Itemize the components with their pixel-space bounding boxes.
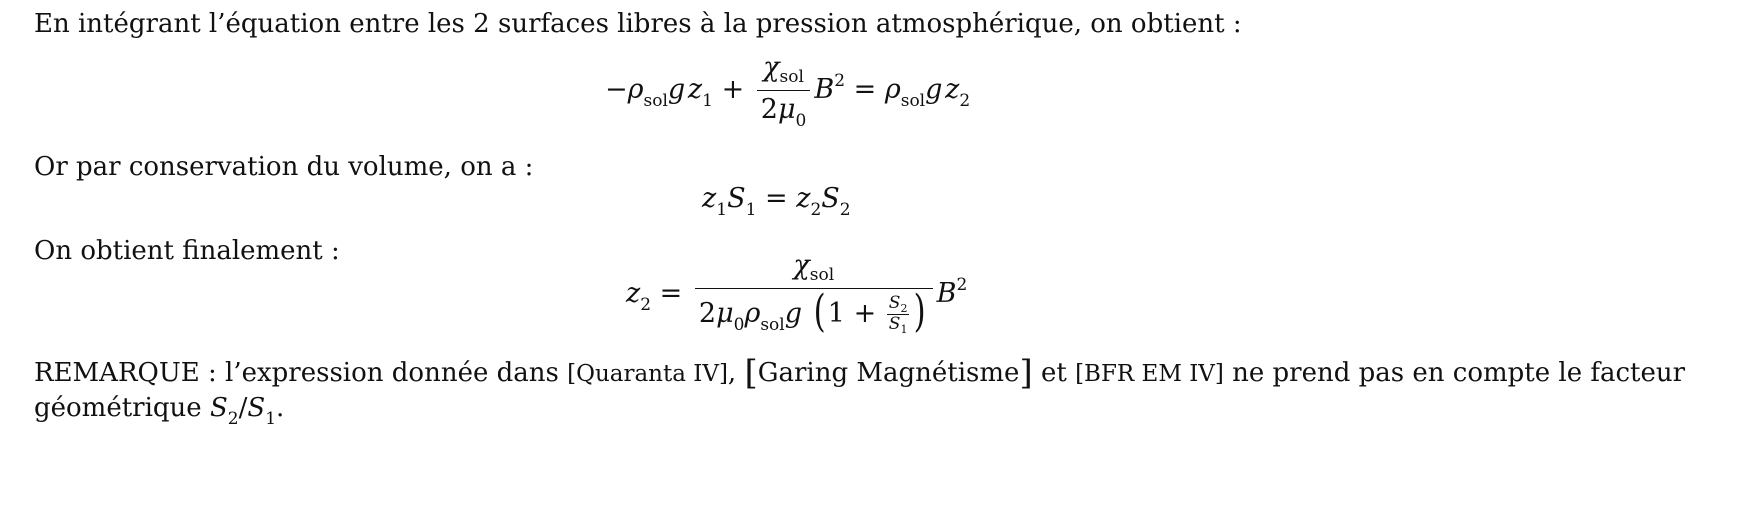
S-symbol: S (247, 393, 266, 423)
subscript-sol: sol (809, 265, 835, 285)
subscript-2: 2 (640, 295, 652, 315)
paragraph-volume: Or par conservation du volume, on a : (34, 152, 534, 182)
fraction-chi-over-2mu0 (757, 52, 811, 129)
plus-sign: + (853, 298, 877, 329)
subscript-sol: sol (900, 91, 926, 111)
subscript-2: 2 (839, 200, 851, 220)
numeral-2: 2 (760, 94, 778, 125)
fraction-S2-over-S1 (887, 294, 910, 335)
superscript-2: 2 (956, 275, 968, 295)
paragraph-intro: En intégrant l’équation entre les 2 surfaces libres à la pression atmosphérique, on obtient : (34, 9, 1242, 39)
z-symbol: z (702, 183, 717, 214)
subscript-sol: sol (760, 315, 785, 335)
subscript-2: 2 (810, 200, 822, 220)
remark-line-1 (34, 352, 1685, 392)
subscript-1: 1 (745, 200, 757, 220)
citation-garing[interactable]: [Garing Magnétisme] (744, 353, 1033, 393)
rho-symbol: ρ (884, 74, 901, 105)
equation-pressure-balance (605, 52, 970, 129)
equals-sign: = (764, 183, 788, 214)
citation-bfr[interactable]: [BFR EM IV] (1075, 361, 1224, 387)
subscript-0: 0 (795, 111, 807, 131)
remark-line-2 (34, 390, 284, 429)
period: . (276, 393, 285, 423)
gravity-symbol: g (925, 74, 943, 105)
subscript-2: 2 (959, 91, 971, 111)
subscript-1: 1 (900, 323, 908, 336)
remark-suffix: ne prend pas en compte le facteur (1223, 358, 1686, 388)
remark-prefix: REMARQUE : l’expression donnée dans (34, 358, 568, 388)
mu-symbol: μ (716, 298, 734, 329)
subscript-2: 2 (900, 302, 908, 315)
rho-symbol: ρ (627, 74, 644, 105)
gravity-symbol: g (667, 74, 686, 105)
S-symbol: S (821, 183, 840, 214)
S-symbol: S (727, 183, 746, 214)
S-symbol: S (888, 314, 901, 334)
B-symbol: B (814, 74, 835, 105)
chi-symbol: χ (763, 52, 780, 83)
chi-symbol: χ (793, 250, 810, 281)
subscript-0: 0 (733, 315, 745, 335)
S-symbol: S (209, 393, 228, 423)
remark-line2-prefix: géométrique (34, 393, 210, 423)
subscript-sol: sol (779, 67, 804, 87)
fraction-z2 (695, 250, 933, 339)
rho-symbol: ρ (744, 298, 761, 329)
superscript-2: 2 (834, 71, 846, 91)
numeral-1: 1 (827, 298, 845, 329)
citation-garing-text: Garing Magnétisme (757, 358, 1020, 388)
right-paren: ) (914, 285, 927, 337)
equation-z2-result (626, 250, 967, 339)
citation-quaranta[interactable]: [Quaranta IV] (567, 361, 728, 387)
subscript-sol: sol (643, 91, 668, 111)
z-symbol: z (796, 183, 811, 214)
mu-symbol: μ (777, 94, 796, 125)
equals-sign: = (659, 278, 683, 309)
minus-sign: − (605, 74, 628, 105)
plus-sign: + (721, 74, 745, 105)
S-symbol: S (888, 293, 901, 313)
equation-volume-conservation (702, 183, 851, 220)
z-symbol: z (687, 74, 703, 105)
z-symbol: z (945, 74, 960, 105)
gravity-symbol: g (784, 298, 803, 329)
subscript-1: 1 (702, 91, 713, 111)
left-paren: ( (813, 285, 826, 337)
subscript-1: 1 (716, 200, 728, 220)
subscript-2: 2 (227, 409, 239, 429)
paragraph-final: On obtient finalement : (34, 236, 340, 266)
slash: / (238, 393, 248, 423)
separator: , (727, 358, 745, 388)
numeral-2: 2 (698, 298, 717, 329)
equals-sign: = (853, 74, 877, 105)
subscript-1: 1 (265, 409, 277, 429)
z-symbol: z (626, 278, 641, 309)
separator: et (1032, 358, 1076, 388)
B-symbol: B (936, 278, 957, 309)
